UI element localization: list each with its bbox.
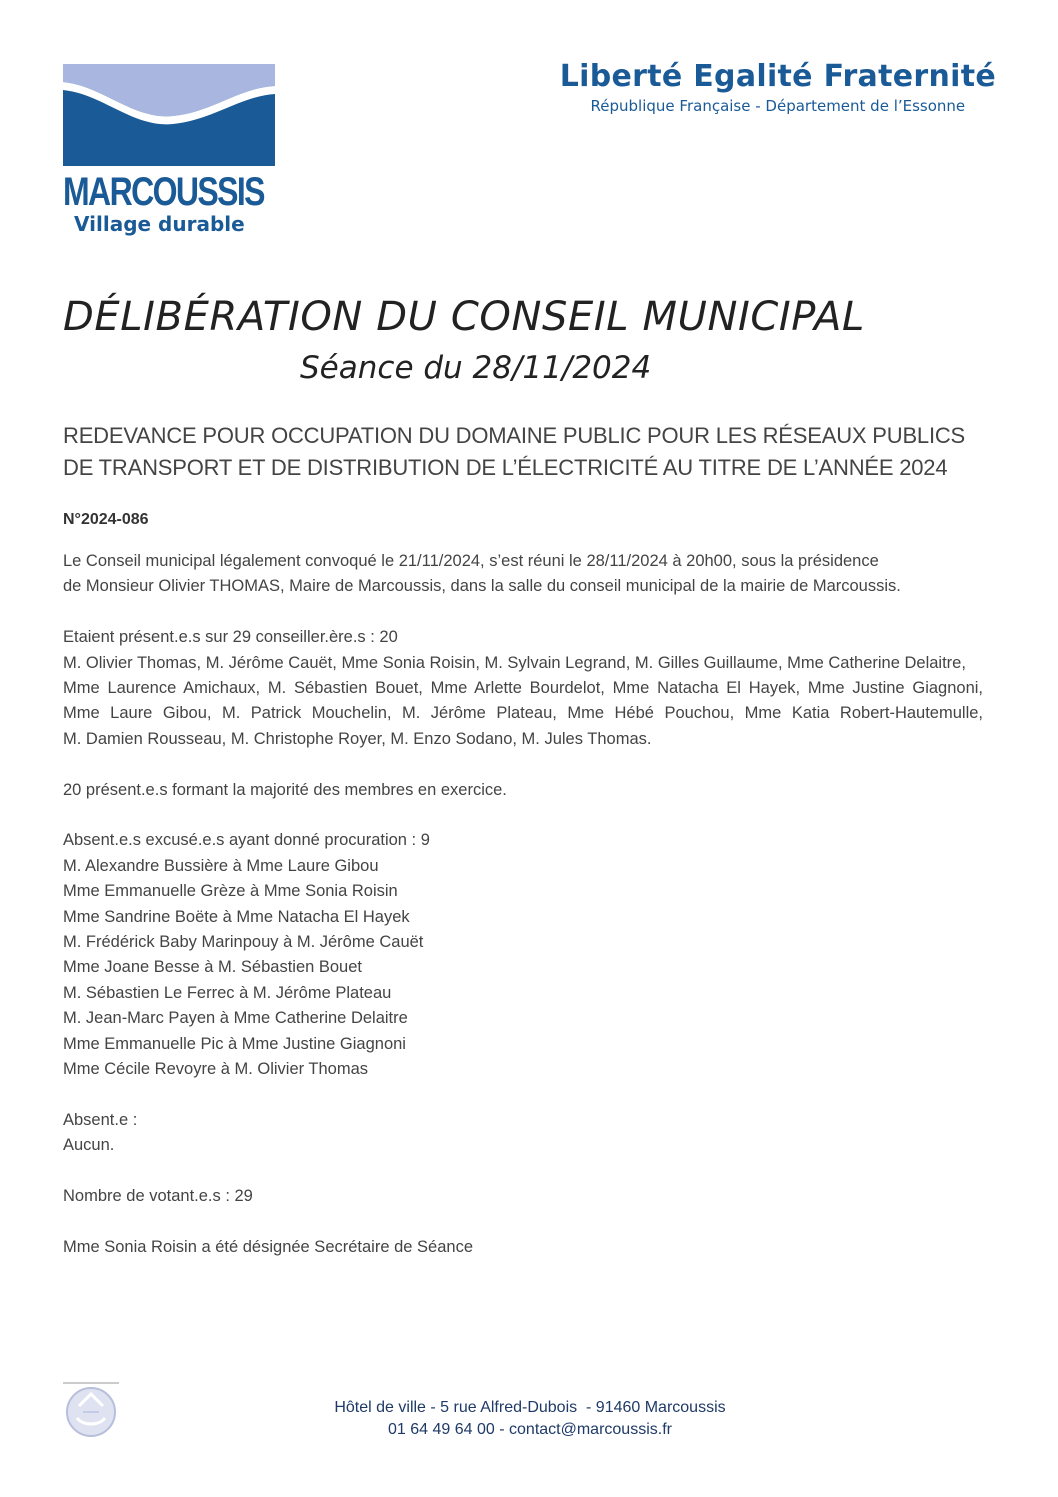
logo-tagline: Village durable — [74, 212, 245, 236]
deliberation-number: N°2024-086 — [63, 511, 149, 528]
page-footer — [230, 1397, 830, 1441]
present-line: M. Olivier Thomas, M. Jérôme Cauët, Mme Sonia Roisin, M. Sylvain Legrand, M. Gilles Guillaume, Mme Catherine Delaitre, — [63, 653, 966, 672]
marcoussis-logo — [63, 64, 275, 236]
footer-address: Hôtel de ville - 5 rue Alfred-Dubois - 91460 Marcoussis — [334, 1399, 726, 1416]
proxy-item: M. Sébastien Le Ferrec à M. Jérôme Plateau — [63, 983, 392, 1002]
proxies-header: Absent.e.s excusé.e.s ayant donné procuration : 9 — [63, 831, 430, 850]
intro-line: de Monsieur Olivier THOMAS, Maire de Marcoussis, dans la salle du conseil municipal de la mairie de Marcoussis. — [63, 577, 901, 596]
proxy-item: Mme Joane Besse à M. Sébastien Bouet — [63, 958, 362, 977]
deliberation-body — [63, 549, 983, 1260]
proxy-item: M. Frédérick Baby Marinpouy à M. Jérôme Cauët — [63, 933, 424, 952]
motto-sub: République Française - Département de l’Essonne — [590, 97, 966, 115]
present-line: Mme Laure Gibou, M. Patrick Mouchelin, M. Jérôme Plateau, Mme Hébé Pouchou, Mme Katia Robert-Hautemulle, — [63, 704, 983, 723]
motto-main: Liberté Egalité Fraternité — [559, 59, 996, 94]
republic-motto — [560, 58, 996, 116]
session-date: Séance du 28/11/2024 — [300, 350, 652, 386]
voters-count: Nombre de votant.e.s : 29 — [63, 1187, 253, 1206]
logo-name: MARCOUSSIS — [63, 170, 264, 214]
proxy-item: Mme Emmanuelle Pic à Mme Justine Giagnoni — [63, 1034, 406, 1053]
present-header: Etaient présent.e.s sur 29 conseiller.ère.s : 20 — [63, 628, 398, 647]
secretary-statement: Mme Sonia Roisin a été désignée Secrétaire de Séance — [63, 1237, 473, 1256]
proxy-item: Mme Cécile Revoyre à M. Olivier Thomas — [63, 1060, 369, 1079]
recycled-paper-icon — [63, 1382, 119, 1438]
document-title: DÉLIBÉRATION DU CONSEIL MUNICIPAL — [63, 294, 865, 340]
proxy-item: M. Alexandre Bussière à Mme Laure Gibou — [63, 856, 379, 875]
present-line: M. Damien Rousseau, M. Christophe Royer, M. Enzo Sodano, M. Jules Thomas. — [63, 729, 652, 748]
absent-value: Aucun. — [63, 1136, 115, 1155]
proxy-item: Mme Sandrine Boëte à Mme Natacha El Hayek — [63, 907, 410, 926]
majority-statement: 20 présent.e.s formant la majorité des membres en exercice. — [63, 780, 507, 799]
present-line: Mme Laurence Amichaux, M. Sébastien Bouet, Mme Arlette Bourdelot, Mme Natacha El Hayek, Mme Justine Giagnoni, — [63, 679, 983, 698]
intro-line: Le Conseil municipal légalement convoqué le 21/11/2024, s’est réuni le 28/11/2024 à 20h00, sous la présidence — [63, 552, 879, 570]
absent-header: Absent.e : — [63, 1110, 138, 1129]
proxy-item: Mme Emmanuelle Grèze à Mme Sonia Roisin — [63, 882, 398, 901]
wave-logo-icon — [63, 64, 275, 166]
deliberation-subject: REDEVANCE POUR OCCUPATION DU DOMAINE PUBLIC POUR LES RÉSEAUX PUBLICS DE TRANSPORT ET DE DISTRIBUTION DE L’ÉLECTRICITÉ AU TITRE DE L’ANNÉE 2024 — [63, 423, 966, 480]
proxy-item: M. Jean-Marc Payen à Mme Catherine Delaitre — [63, 1009, 408, 1028]
footer-contact: 01 64 49 64 00 - contact@marcoussis.fr — [388, 1421, 672, 1438]
